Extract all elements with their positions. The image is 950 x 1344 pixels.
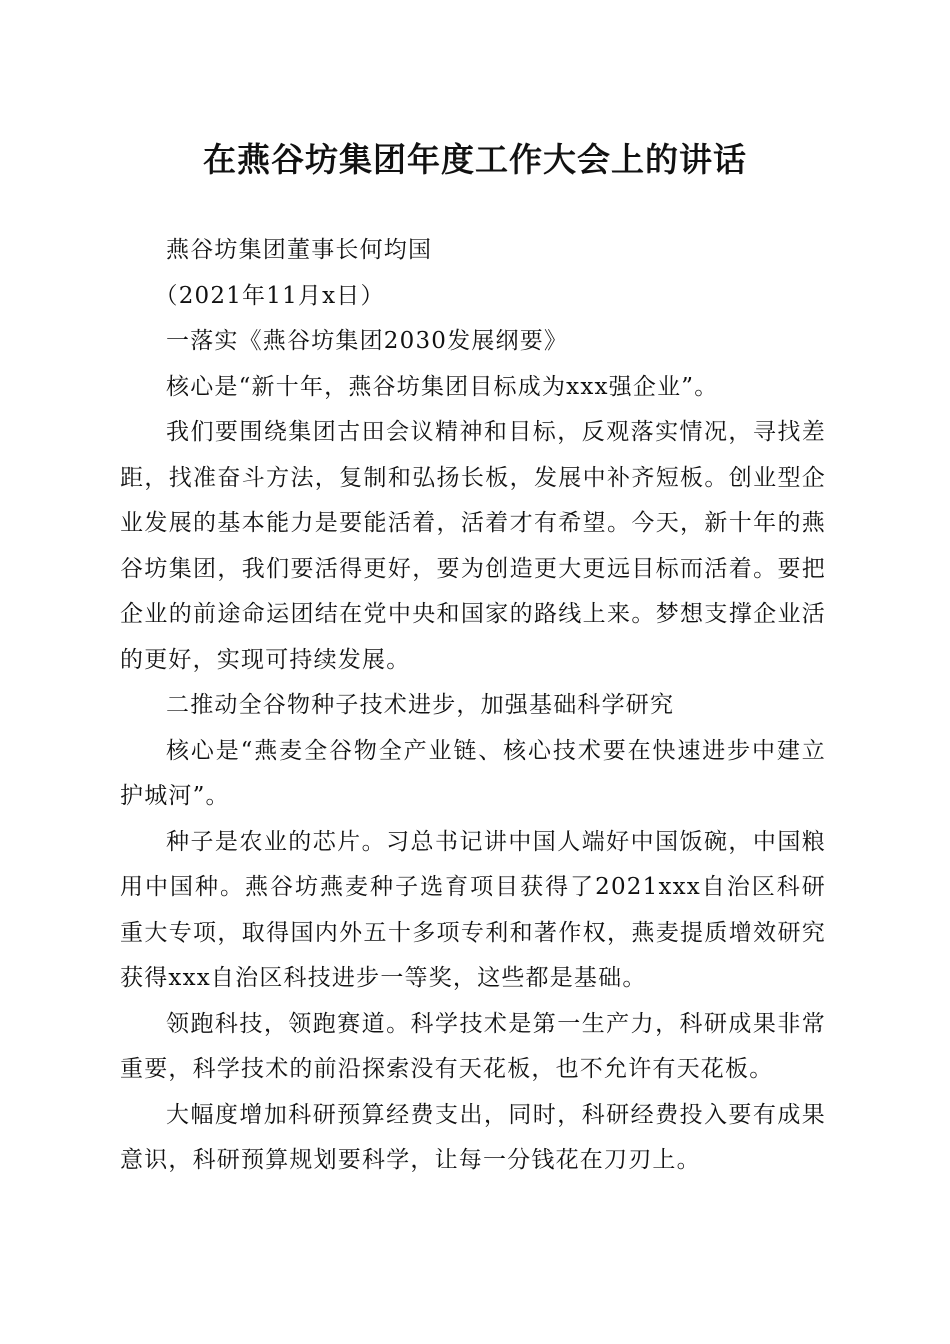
section-heading-1: 一落实《燕谷坊集团2030发展纲要》 [166, 328, 569, 354]
paragraph: 大幅度增加科研预算经费支出，同时，科研经费投入要有成果意识，科研预算规划要科学，让每一分钱花在刀刃上。 [120, 1101, 826, 1173]
paragraph: 核心是“新十年，燕谷坊集团目标成为xxx强企业”。 [166, 373, 719, 400]
document-body [120, 228, 826, 1184]
paragraph: 种子是农业的芯片。习总书记讲中国人端好中国饭碗，中国粮用中国种。燕谷坊燕麦种子选育项目获得了2021xxx自治区科研重大专项，取得国内外五十多项专利和著作权，燕麦提质增效研究获得xxx自治区科技进步一等奖，这些都是基础。 [120, 828, 826, 991]
section-heading-2: 二推动全谷物种子技术进步，加强基础科学研究 [166, 692, 675, 718]
paragraph: 核心是“燕麦全谷物全产业链、核心技术要在快速进步中建立护城河”。 [120, 737, 826, 809]
document-title: 在燕谷坊集团年度工作大会上的讲话 [203, 140, 747, 179]
author-line: 燕谷坊集团董事长何均国 [166, 237, 433, 263]
paragraph: 领跑科技，领跑赛道。科学技术是第一生产力，科研成果非常重要，科学技术的前沿探索没有天花板，也不允许有天花板。 [120, 1010, 826, 1082]
paragraph: 我们要围绕集团古田会议精神和目标，反观落实情况，寻找差距，找准奋斗方法，复制和弘扬长板，发展中补齐短板。创业型企业发展的基本能力是要能活着，活着才有希望。今天，新十年的燕谷坊集团，我们要活得更好，要为创造更大更远目标而活着。要把企业的前途命运团结在党中央和国家的路线上来。梦想支撑企业活的更好，实现可持续发展。 [120, 419, 826, 673]
date-line: （2021年11月x日） [154, 282, 385, 309]
